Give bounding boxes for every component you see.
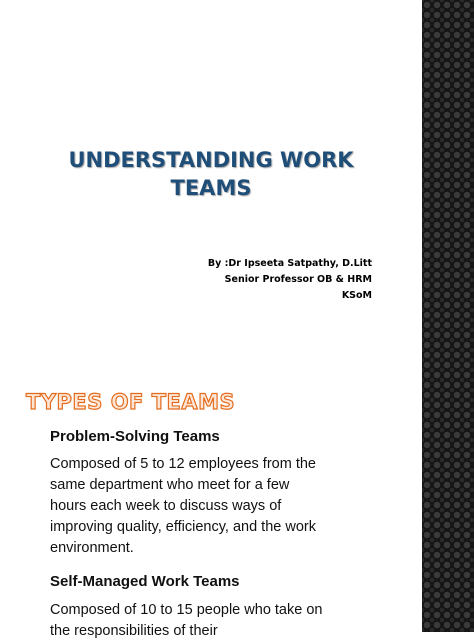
author-position: Senior Professor OB & HRM: [224, 274, 372, 285]
author-block: [208, 256, 372, 304]
slide-2-title: TYPES OF TEAMS: [26, 390, 236, 414]
problem-solving-heading: Problem-Solving Teams: [50, 428, 220, 445]
author-institution: KSoM: [341, 290, 372, 301]
slide-2: [0, 362, 422, 639]
author-name: By :Dr Ipseeta Satpathy, D.Litt: [207, 258, 372, 269]
problem-solving-description: Composed of 5 to 12 employees from the same department who meet for a few hours each week to discuss ways of improving quality, efficiency, and the work environment.: [50, 456, 316, 556]
self-managed-heading: Self-Managed Work Teams: [50, 573, 240, 590]
self-managed-description: Composed of 10 to 15 people who take on the responsibilities of their: [50, 602, 323, 639]
slide-1-title: UNDERSTANDING WORK TEAMS: [68, 148, 354, 200]
decorative-sidebar: [422, 0, 474, 632]
